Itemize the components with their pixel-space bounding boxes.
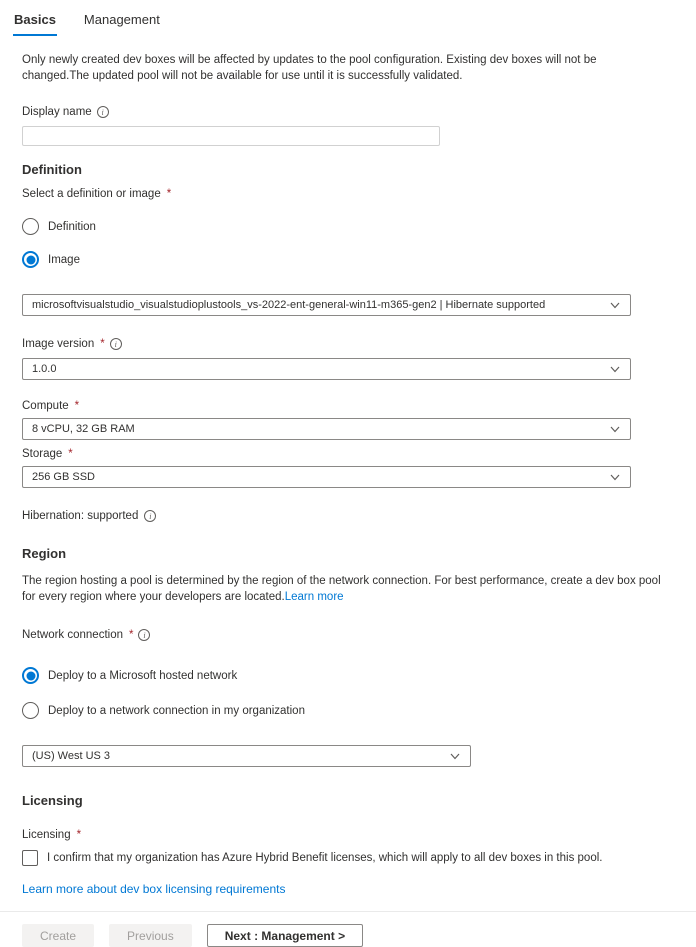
radio-org-network[interactable] — [22, 702, 674, 719]
definition-select-label: Select a definition or image — [22, 188, 161, 200]
previous-button[interactable]: Previous — [109, 924, 192, 947]
chevron-down-icon — [449, 750, 461, 762]
chevron-down-icon — [609, 471, 621, 483]
radio-microsoft-hosted-label: Deploy to a Microsoft hosted network — [48, 669, 238, 682]
tab-management[interactable]: Management — [83, 12, 160, 27]
image-select[interactable] — [22, 294, 631, 316]
network-connection-label: Network connection — [22, 629, 123, 641]
region-description-text: The region hosting a pool is determined by the region of the network connection. For best performance, create a dev box pool for every region where your developers are located. — [22, 575, 661, 603]
radio-image-label: Image — [48, 253, 80, 266]
storage-label-row — [22, 448, 674, 460]
compute-label-row — [22, 400, 674, 412]
image-version-label-row — [22, 338, 674, 350]
hibernation-status: Hibernation: supported — [22, 510, 139, 522]
radio-microsoft-hosted-network[interactable] — [22, 667, 674, 684]
region-description — [22, 573, 662, 605]
required-asterisk: * — [68, 448, 73, 460]
definition-heading: Definition — [22, 162, 82, 177]
licensing-link-row — [22, 882, 674, 896]
licensing-learn-more-link[interactable]: Learn more about dev box licensing requirements — [22, 882, 286, 896]
footer-action-bar — [0, 911, 696, 947]
required-asterisk: * — [100, 338, 105, 350]
chevron-down-icon — [609, 423, 621, 435]
radio-selected-icon — [22, 667, 39, 684]
licensing-heading: Licensing — [22, 793, 83, 808]
storage-select[interactable] — [22, 466, 631, 488]
pool-update-notice: Only newly created dev boxes will be affected by updates to the pool configuration. Existing dev boxes will not be changed.The updated pool will not be available for use until it is successfully validated. — [22, 54, 597, 82]
tab-bar — [13, 10, 674, 36]
image-version-label: Image version — [22, 338, 95, 350]
licensing-checkbox[interactable] — [22, 850, 674, 866]
region-heading: Region — [22, 546, 67, 561]
radio-image[interactable] — [22, 251, 674, 268]
region-select[interactable] — [22, 745, 471, 767]
network-connection-label-row — [22, 629, 674, 641]
info-icon[interactable] — [110, 338, 122, 350]
chevron-down-icon — [609, 299, 621, 311]
storage-label: Storage — [22, 448, 63, 460]
required-asterisk: * — [129, 629, 134, 641]
compute-select[interactable] — [22, 418, 631, 440]
required-asterisk: * — [76, 829, 82, 841]
radio-unselected-icon — [22, 702, 39, 719]
next-management-button[interactable]: Next : Management > — [207, 924, 363, 947]
definition-select-label-row — [22, 188, 674, 200]
hibernation-status-row — [22, 510, 674, 522]
image-version-value: 1.0.0 — [32, 363, 57, 375]
create-button[interactable]: Create — [22, 924, 94, 947]
display-name-label-row — [22, 106, 674, 118]
radio-definition[interactable] — [22, 218, 674, 235]
chevron-down-icon — [609, 363, 621, 375]
info-icon[interactable] — [144, 510, 156, 522]
info-icon[interactable] — [138, 629, 150, 641]
radio-unselected-icon — [22, 218, 39, 235]
licensing-label-row — [22, 829, 674, 841]
display-name-label: Display name — [22, 106, 92, 118]
info-icon[interactable] — [97, 106, 109, 118]
display-name-input[interactable] — [22, 126, 440, 146]
required-asterisk: * — [74, 400, 80, 412]
licensing-checkbox-label: I confirm that my organization has Azure Hybrid Benefit licenses, which will apply to all dev boxes in this pool. — [47, 852, 603, 864]
storage-value: 256 GB SSD — [32, 471, 95, 483]
radio-org-network-label: Deploy to a network connection in my organization — [48, 704, 305, 717]
compute-value: 8 vCPU, 32 GB RAM — [32, 423, 135, 435]
required-asterisk: * — [166, 188, 172, 200]
checkbox-unchecked-icon — [22, 850, 38, 866]
region-select-value: (US) West US 3 — [32, 750, 111, 762]
radio-selected-icon — [22, 251, 39, 268]
compute-label: Compute — [22, 400, 69, 412]
radio-definition-label: Definition — [48, 220, 96, 233]
image-version-select[interactable] — [22, 358, 631, 380]
tab-basics[interactable]: Basics — [13, 10, 57, 36]
learn-more-link[interactable]: Learn more — [284, 591, 344, 603]
licensing-label: Licensing — [22, 829, 71, 841]
image-select-value: microsoftvisualstudio_visualstudioplustools_vs-2022-ent-general-win11-m365-gen2 | Hibernate supported — [32, 299, 546, 311]
